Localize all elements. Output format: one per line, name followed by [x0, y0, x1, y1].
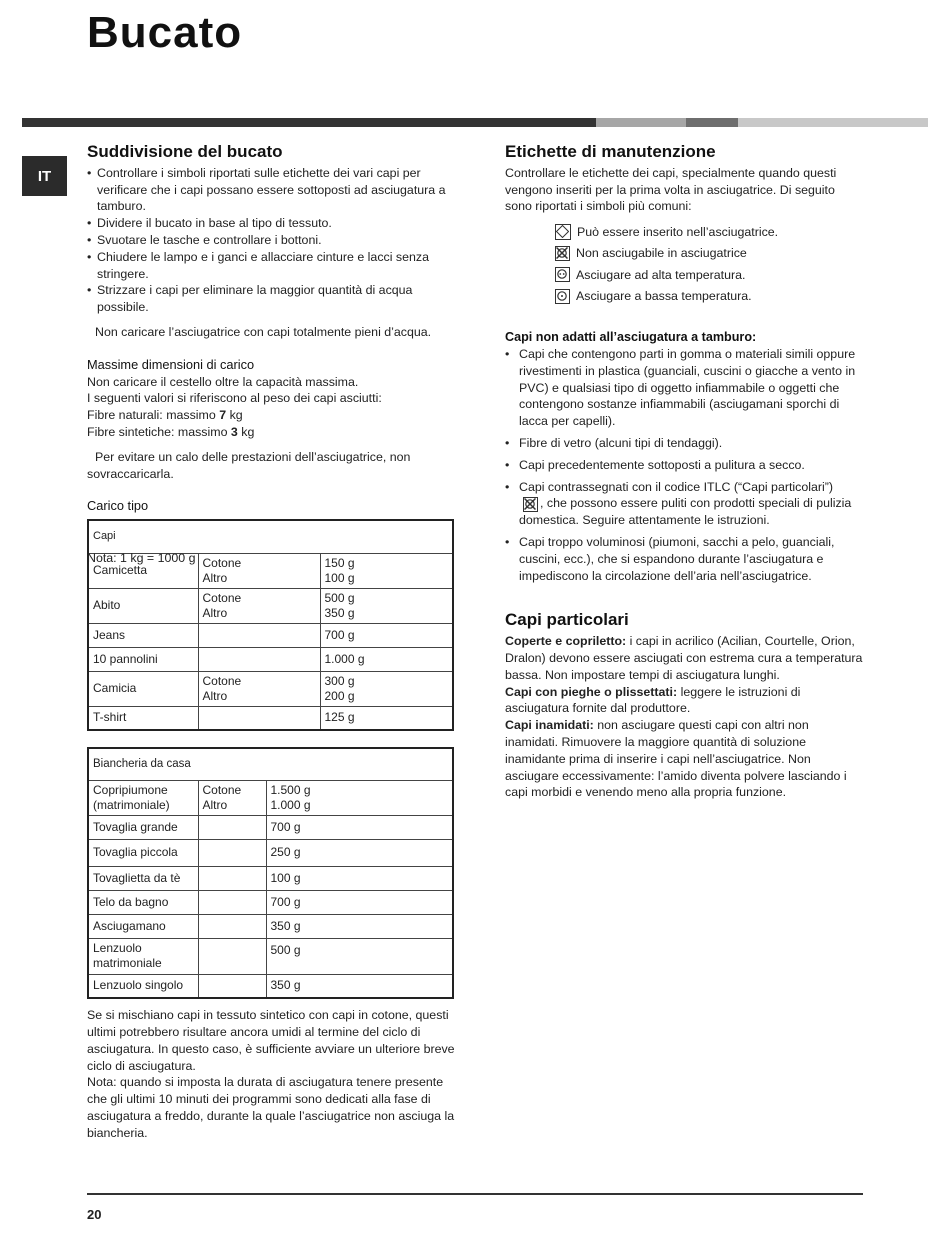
- weight-cell: 700 g: [320, 623, 453, 647]
- weight-value: 300 g: [324, 673, 355, 688]
- synthetic-fibres-line: [87, 424, 457, 441]
- weight-cell: 250 g: [266, 839, 453, 866]
- labels-intro: Controllare le etichette dei capi, specialmente quando questi vengono inseriti per la prima volta in asciugatrice. Di seguito sono riportati i simboli più comuni:: [505, 165, 837, 214]
- max-load-line: Non caricare il cestello oltre la capacità massima.: [87, 374, 359, 389]
- weight-cell: 700 g: [266, 815, 453, 839]
- left-column: [87, 144, 457, 1142]
- tumble-dry-allowed-icon: [555, 224, 571, 240]
- table-row: [88, 914, 453, 938]
- weight-cell: 700 g: [266, 890, 453, 914]
- special-item-text: leggere le istruzioni di asciugatura fornite dal produttore.: [505, 684, 801, 716]
- special-item-text: i capi in acrilico (Acilian, Courtelle, Orion, Dralon) devono essere asciugati con estrema cura a temperatura bassa. Non impostare tempi di asciugatura lunghi.: [505, 634, 863, 682]
- fabric-cell: [198, 623, 320, 647]
- special-item: [505, 633, 865, 683]
- fabric-cell: [198, 706, 320, 730]
- list-item: • Capi troppo voluminosi (piumoni, sacchi a pelo, guanciali, cuscini, ecc.), che si espandono durante l’asciugatura e impediscono la circolazione dell’aria nell’asciugatrice.: [505, 534, 865, 584]
- synthetic-fibres-label: Fibre sintetiche: massimo: [87, 424, 231, 439]
- natural-fibres-value: 7: [219, 408, 227, 423]
- weight-cell: [320, 553, 453, 588]
- carico-tipo-heading: Carico tipo: [87, 498, 149, 514]
- item-cell: Lenzuolo singolo: [88, 974, 198, 998]
- unsuitable-list: [505, 346, 865, 584]
- itlc-text: Capi contrassegnati con il codice ITLC (“Capi particolari”): [519, 479, 834, 494]
- item-cell: 10 pannolini: [88, 647, 198, 671]
- fabric-cell: [198, 671, 320, 706]
- unit: kg: [226, 408, 243, 423]
- weight-value: 150 g: [324, 555, 355, 570]
- item-cell: Tovaglia grande: [88, 815, 198, 839]
- unit: kg: [237, 424, 255, 439]
- weight-cell: [320, 671, 453, 706]
- list-item: • Capi che contengono parti in gomma o materiali simili oppure rivestimenti in plastica (guanciali, cuscini o giacche a vento in PVC) e qualsiasi tipo di oggetto infiammabile o oggetti che contengono sostanze infiammabili (asciugamani sporchi di lacca per capelli).: [505, 346, 865, 430]
- fabric-cell: [198, 839, 266, 866]
- table-row: [88, 974, 453, 998]
- weight-value: 100 g: [324, 570, 355, 585]
- nota-note: Nota: 1 kg = 1000 g: [87, 551, 196, 565]
- header-bar-pale: [738, 118, 928, 127]
- biancheria-table: [87, 747, 454, 999]
- fabric-cell: [198, 890, 266, 914]
- item-cell: Camicia: [88, 671, 198, 706]
- list-item: • Chiudere le lampo e i ganci e allacciare cinture e lacci senza stringere.: [87, 249, 457, 283]
- fabric-value: Cotone: [202, 673, 242, 688]
- item-cell: Telo da bagno: [88, 890, 198, 914]
- fabric-value: Cotone: [202, 555, 242, 570]
- list-item: • Svuotare le tasche e controllare i bottoni.: [87, 232, 457, 249]
- table-row: [88, 890, 453, 914]
- biancheria-table-header: Biancheria da casa: [88, 748, 453, 780]
- item-cell: Jeans: [88, 623, 198, 647]
- table-row: [88, 839, 453, 866]
- weight-cell: 100 g: [266, 866, 453, 890]
- fabric-cell: [198, 553, 320, 588]
- symbol-label: Asciugare a bassa temperatura.: [576, 289, 752, 304]
- section-heading-suddivisione: Suddivisione del bucato: [87, 142, 283, 161]
- list-item: • Capi precedentemente sottoposti a pulitura a secco.: [505, 457, 865, 474]
- fabric-value: Cotone: [202, 590, 242, 605]
- weight-value: 200 g: [324, 688, 355, 703]
- list-item: • Strizzare i capi per eliminare la maggior quantità di acqua possibile.: [87, 282, 457, 316]
- item-cell: Copripiumone (matrimoniale): [88, 780, 198, 815]
- fabric-value: Cotone: [202, 782, 242, 797]
- unsuitable-heading: Capi non adatti all’asciugatura a tamburo:: [505, 330, 757, 345]
- table-row: [88, 866, 453, 890]
- do-not-tumble-dry-icon: [555, 246, 570, 261]
- item-cell: Tovaglia piccola: [88, 839, 198, 866]
- special-item: [505, 684, 865, 718]
- page-title: Bucato: [87, 8, 243, 57]
- header-bar-dark: [22, 118, 596, 127]
- special-item-label: Capi con pieghe o plissettati:: [505, 684, 678, 699]
- symbol-row: [555, 243, 865, 265]
- table-row: [88, 815, 453, 839]
- fabric-cell: [198, 974, 266, 998]
- symbol-row: [555, 286, 865, 308]
- header-bar-light: [596, 118, 686, 127]
- weight-value: 1.000 g: [270, 797, 311, 812]
- item-cell: Abito: [88, 588, 198, 623]
- max-load-heading: Massime dimensioni di carico: [87, 356, 255, 372]
- symbol-label: Asciugare ad alta temperatura.: [576, 267, 746, 282]
- symbol-label: Può essere inserito nell’asciugatrice.: [577, 224, 779, 239]
- table-row: [88, 647, 453, 671]
- item-cell: Tovaglietta da tè: [88, 866, 198, 890]
- weight-cell: [320, 588, 453, 623]
- capi-table-header: Capi: [88, 520, 453, 553]
- table-row: [88, 938, 453, 974]
- weight-value: 1.500 g: [270, 782, 311, 797]
- table-row: [88, 706, 453, 730]
- section-heading-etichette: Etichette di manutenzione: [505, 142, 716, 161]
- care-symbols-list: [555, 221, 865, 307]
- list-item: • Fibre di vetro (alcuni tipi di tendaggi).: [505, 435, 865, 452]
- table-row: [88, 780, 453, 815]
- special-item-label: Coperte e copriletto:: [505, 634, 627, 649]
- fabric-cell: [198, 938, 266, 974]
- table-row: [88, 588, 453, 623]
- special-item: [505, 717, 865, 801]
- language-tab: [22, 156, 67, 196]
- weight-cell: [266, 780, 453, 815]
- weight-cell: 350 g: [266, 914, 453, 938]
- footer-rule: [87, 1193, 863, 1195]
- special-item-text: non asciugare questi capi con altri non inamidati. Rimuovere la maggiore quantità di soluzione inamidante prima di inserire i capi nell’asciugatrice. Non asciugare eccessivamente: l’amido diventa polvere lasciando i capi morbidi e venendo meno alla propria funzione.: [505, 718, 847, 800]
- overload-note: Per evitare un calo delle prestazioni dell’asciugatrice, non sovraccaricarla.: [87, 449, 411, 481]
- item-cell: Camicetta: [88, 553, 198, 588]
- sorting-bullets: [87, 165, 457, 316]
- fabric-cell: [198, 914, 266, 938]
- natural-fibres-label: Fibre naturali: massimo: [87, 408, 220, 423]
- warning-text: Non caricare l’asciugatrice con capi totalmente pieni d’acqua.: [95, 324, 432, 339]
- symbol-row: [555, 264, 865, 286]
- item-cell: T-shirt: [88, 706, 198, 730]
- language-tab-label: IT: [37, 167, 52, 185]
- itlc-text: , che possono essere puliti con prodotti speciali di pulizia domestica. Seguire attentamente le istruzioni.: [519, 496, 852, 528]
- header-bar-mid: [686, 118, 738, 127]
- fabric-value: Altro: [202, 688, 228, 703]
- table-row: [88, 623, 453, 647]
- nota-paragraph: Nota: quando si imposta la durata di asciugatura tenere presente che gli ultimi 10 minuti dei programmi sono dedicati alla fase di asciugatura a freddo, durante la quale l’asciugatrice non asciuga la biancheria.: [87, 1075, 455, 1140]
- table-row: [88, 671, 453, 706]
- fabric-cell: [198, 588, 320, 623]
- natural-fibres-line: [87, 407, 457, 424]
- fabric-value: Altro: [202, 570, 228, 585]
- symbol-row: [555, 221, 865, 243]
- page-number: 20: [87, 1207, 102, 1222]
- fabric-cell: [198, 647, 320, 671]
- max-load-line: I seguenti valori si riferiscono al peso dei capi asciutti:: [87, 391, 382, 406]
- synthetic-fibres-value: 3: [230, 424, 238, 439]
- item-cell: Lenzuolo matrimoniale: [88, 938, 198, 974]
- fabric-value: Altro: [202, 797, 228, 812]
- list-item-itlc: [505, 479, 865, 529]
- fabric-cell: [198, 866, 266, 890]
- itlc-special-icon: [523, 497, 538, 512]
- high-temperature-icon: [555, 267, 570, 282]
- weight-value: 350 g: [324, 605, 355, 620]
- weight-value: 500 g: [324, 590, 355, 605]
- fabric-cell: [198, 815, 266, 839]
- section-heading-capi-particolari: Capi particolari: [505, 610, 629, 630]
- symbol-label: Non asciugabile in asciugatrice: [576, 246, 747, 261]
- right-column: [505, 144, 865, 801]
- fabric-cell: [198, 780, 266, 815]
- weight-cell: 1.000 g: [320, 647, 453, 671]
- mix-paragraph: Se si mischiano capi in tessuto sintetico con capi in cotone, questi ultimi potrebbero risultare ancora umidi al termine del ciclo di asciugatura. In questo caso, è sufficiente avviare un ulteriore breve ciclo di asciugatura.: [87, 1008, 455, 1073]
- weight-cell: 500 g: [266, 938, 453, 974]
- fabric-value: Altro: [202, 605, 228, 620]
- weight-cell: 350 g: [266, 974, 453, 998]
- special-item-label: Capi inamidati:: [505, 718, 594, 733]
- list-item: • Dividere il bucato in base al tipo di tessuto.: [87, 215, 457, 232]
- weight-cell: 125 g: [320, 706, 453, 730]
- list-item: • Controllare i simboli riportati sulle etichette dei vari capi per verificare che i capi possano essere sottoposti ad asciugatura a tamburo.: [87, 165, 457, 215]
- special-items: [505, 633, 865, 801]
- low-temperature-icon: [555, 289, 570, 304]
- item-cell: Asciugamano: [88, 914, 198, 938]
